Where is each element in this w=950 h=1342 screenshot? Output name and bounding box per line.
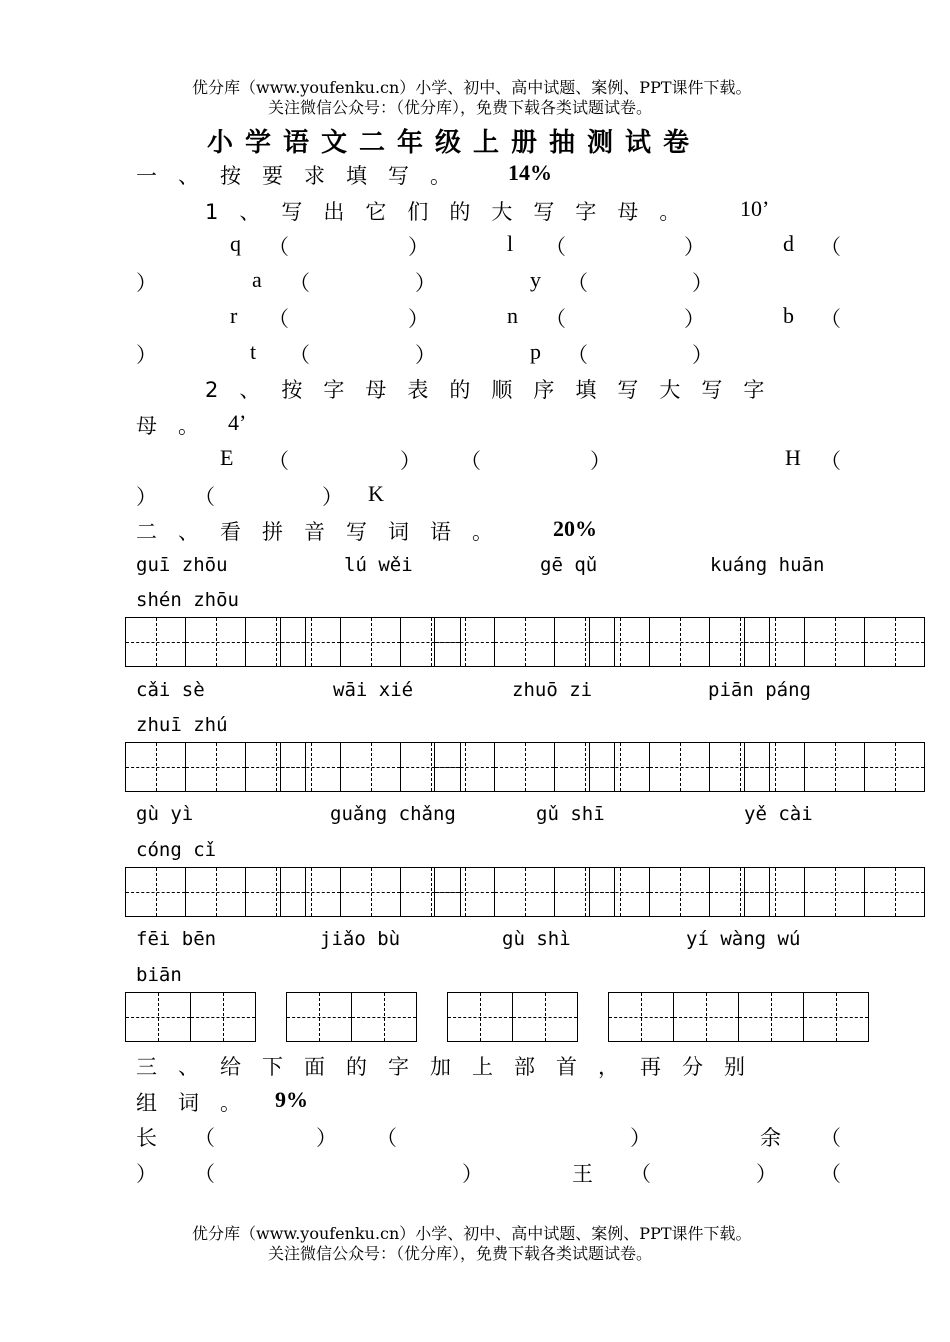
writing-box-group[interactable] [589, 742, 770, 792]
section-1-heading: 一、按要求填写。 [136, 164, 472, 188]
paren-close: ） [590, 449, 632, 473]
pinyin-item: guǎng chǎng [330, 803, 456, 825]
paren-open: （ [820, 307, 862, 331]
paren-open: （ [820, 235, 862, 259]
pinyin-item: zhuō zi [512, 679, 593, 701]
paren-close: ） [415, 343, 457, 367]
question-1-score: 10’ [740, 196, 770, 221]
section-2-score: 20% [553, 516, 597, 541]
pinyin-item: jiǎo bù [320, 928, 401, 950]
letter-q: q [230, 231, 241, 256]
paren-open: （ [268, 307, 310, 331]
paren-close: ） [408, 307, 450, 331]
writing-box-group[interactable] [744, 617, 925, 667]
paren-open: （ [567, 271, 609, 295]
pinyin-item: cǎi sè [136, 679, 205, 701]
paren-close: ） [692, 271, 734, 295]
letter-t: t [250, 339, 257, 364]
pinyin-item: piān páng [708, 679, 811, 701]
pinyin-item: gē qǔ [540, 554, 598, 576]
letter-K: K [368, 481, 384, 506]
paren-close: ） [630, 1126, 672, 1150]
pinyin-item: yě cài [744, 803, 813, 825]
paren-open: （ [567, 343, 609, 367]
paren-close: ） [684, 307, 726, 331]
question-1-text: 1、写出它们的大写字母。 [205, 200, 702, 224]
pinyin-item: kuáng huān [710, 554, 825, 576]
letter-l: l [507, 231, 514, 256]
header-line-1: 优分库（www.youfenku.cn）小学、初中、高中试题、案例、PPT课件下载。 [192, 78, 752, 97]
paren-close: ） [322, 485, 364, 509]
footer-line-1: 优分库（www.youfenku.cn）小学、初中、高中试题、案例、PPT课件下载。 [192, 1224, 752, 1243]
paren-open: （ [545, 307, 587, 331]
paren-close: ） [136, 1162, 178, 1186]
pinyin-item: gù shì [502, 928, 571, 950]
pinyin-item: gǔ shī [536, 803, 605, 825]
paren-close: ） [756, 1162, 798, 1186]
paren-open: （ [268, 449, 310, 473]
paren-open: （ [194, 485, 236, 509]
writing-box-group[interactable] [125, 617, 306, 667]
paren-close: ） [415, 271, 457, 295]
section-3-heading: 三、给下面的字加上部首，再分别 [136, 1055, 766, 1079]
pinyin-item: gù yì [136, 803, 194, 825]
question-2-text-cont: 母。 [136, 414, 220, 438]
letter-d: d [783, 231, 794, 256]
paren-open: （ [268, 235, 310, 259]
letter-n: n [507, 303, 518, 328]
paren-open: （ [630, 1162, 672, 1186]
paren-close: ） [684, 235, 726, 259]
writing-box-group[interactable] [608, 992, 869, 1042]
section-1-score: 14% [508, 160, 552, 185]
page-title: 小学语文二年级上册抽测试卷 [207, 128, 702, 158]
writing-box-group[interactable] [589, 867, 770, 917]
paren-close: ） [136, 485, 178, 509]
paren-close: ） [692, 343, 734, 367]
paren-open: （ [820, 1162, 862, 1186]
paren-open: （ [194, 1162, 236, 1186]
pinyin-item: wāi xié [333, 679, 414, 701]
paren-close: ） [408, 235, 450, 259]
header-line-2: 关注微信公众号：（优分库），免费下载各类试题试卷。 [268, 98, 653, 117]
pinyin-item: zhuī zhú [136, 714, 228, 736]
paren-close: ） [462, 1162, 504, 1186]
paren-open: （ [194, 1126, 236, 1150]
letter-p: p [530, 339, 541, 364]
paren-close: ） [136, 343, 178, 367]
section-3-score: 9% [275, 1087, 308, 1112]
question-2-text: 2、按字母表的顺序填写大写字 [205, 378, 786, 402]
paren-open: （ [820, 1126, 862, 1150]
paren-open: （ [545, 235, 587, 259]
paren-open: （ [820, 449, 862, 473]
footer-line-2: 关注微信公众号：（优分库），免费下载各类试题试卷。 [268, 1244, 653, 1263]
paren-close: ） [400, 449, 442, 473]
writing-box-group[interactable] [744, 742, 925, 792]
writing-box-group[interactable] [286, 992, 417, 1042]
pinyin-item: lú wěi [344, 554, 413, 576]
pinyin-item: cóng cǐ [136, 839, 217, 861]
paren-open: （ [289, 343, 331, 367]
radical-char: 余 [760, 1126, 802, 1150]
writing-box-group[interactable] [125, 992, 256, 1042]
letter-b: b [783, 303, 794, 328]
radical-char: 长 [136, 1126, 178, 1150]
pinyin-item: yí wàng wú [686, 928, 801, 950]
question-2-score: 4’ [228, 410, 247, 435]
paren-open: （ [460, 449, 502, 473]
pinyin-item: biān [136, 964, 182, 986]
letter-r: r [230, 303, 238, 328]
letter-E: E [220, 445, 234, 470]
pinyin-item: fēi bēn [136, 928, 217, 950]
writing-box-group[interactable] [125, 742, 306, 792]
writing-box-group[interactable] [434, 867, 615, 917]
letter-H: H [785, 445, 801, 470]
writing-box-group[interactable] [589, 617, 770, 667]
radical-char: 王 [572, 1162, 614, 1186]
paren-open: （ [376, 1126, 418, 1150]
letter-y: y [530, 267, 541, 292]
writing-box-group[interactable] [125, 867, 306, 917]
pinyin-item: guī zhōu [136, 554, 228, 576]
paren-close: ） [316, 1126, 358, 1150]
writing-box-group[interactable] [744, 867, 925, 917]
section-3-heading-cont: 组词。 [136, 1091, 262, 1115]
pinyin-item: shén zhōu [136, 589, 239, 611]
paren-close: ） [136, 271, 178, 295]
writing-box-group[interactable] [434, 617, 615, 667]
section-2-heading: 二、看拼音写词语。 [136, 520, 514, 544]
writing-box-group[interactable] [447, 992, 578, 1042]
letter-a: a [252, 267, 262, 292]
writing-box-group[interactable] [434, 742, 615, 792]
paren-open: （ [289, 271, 331, 295]
